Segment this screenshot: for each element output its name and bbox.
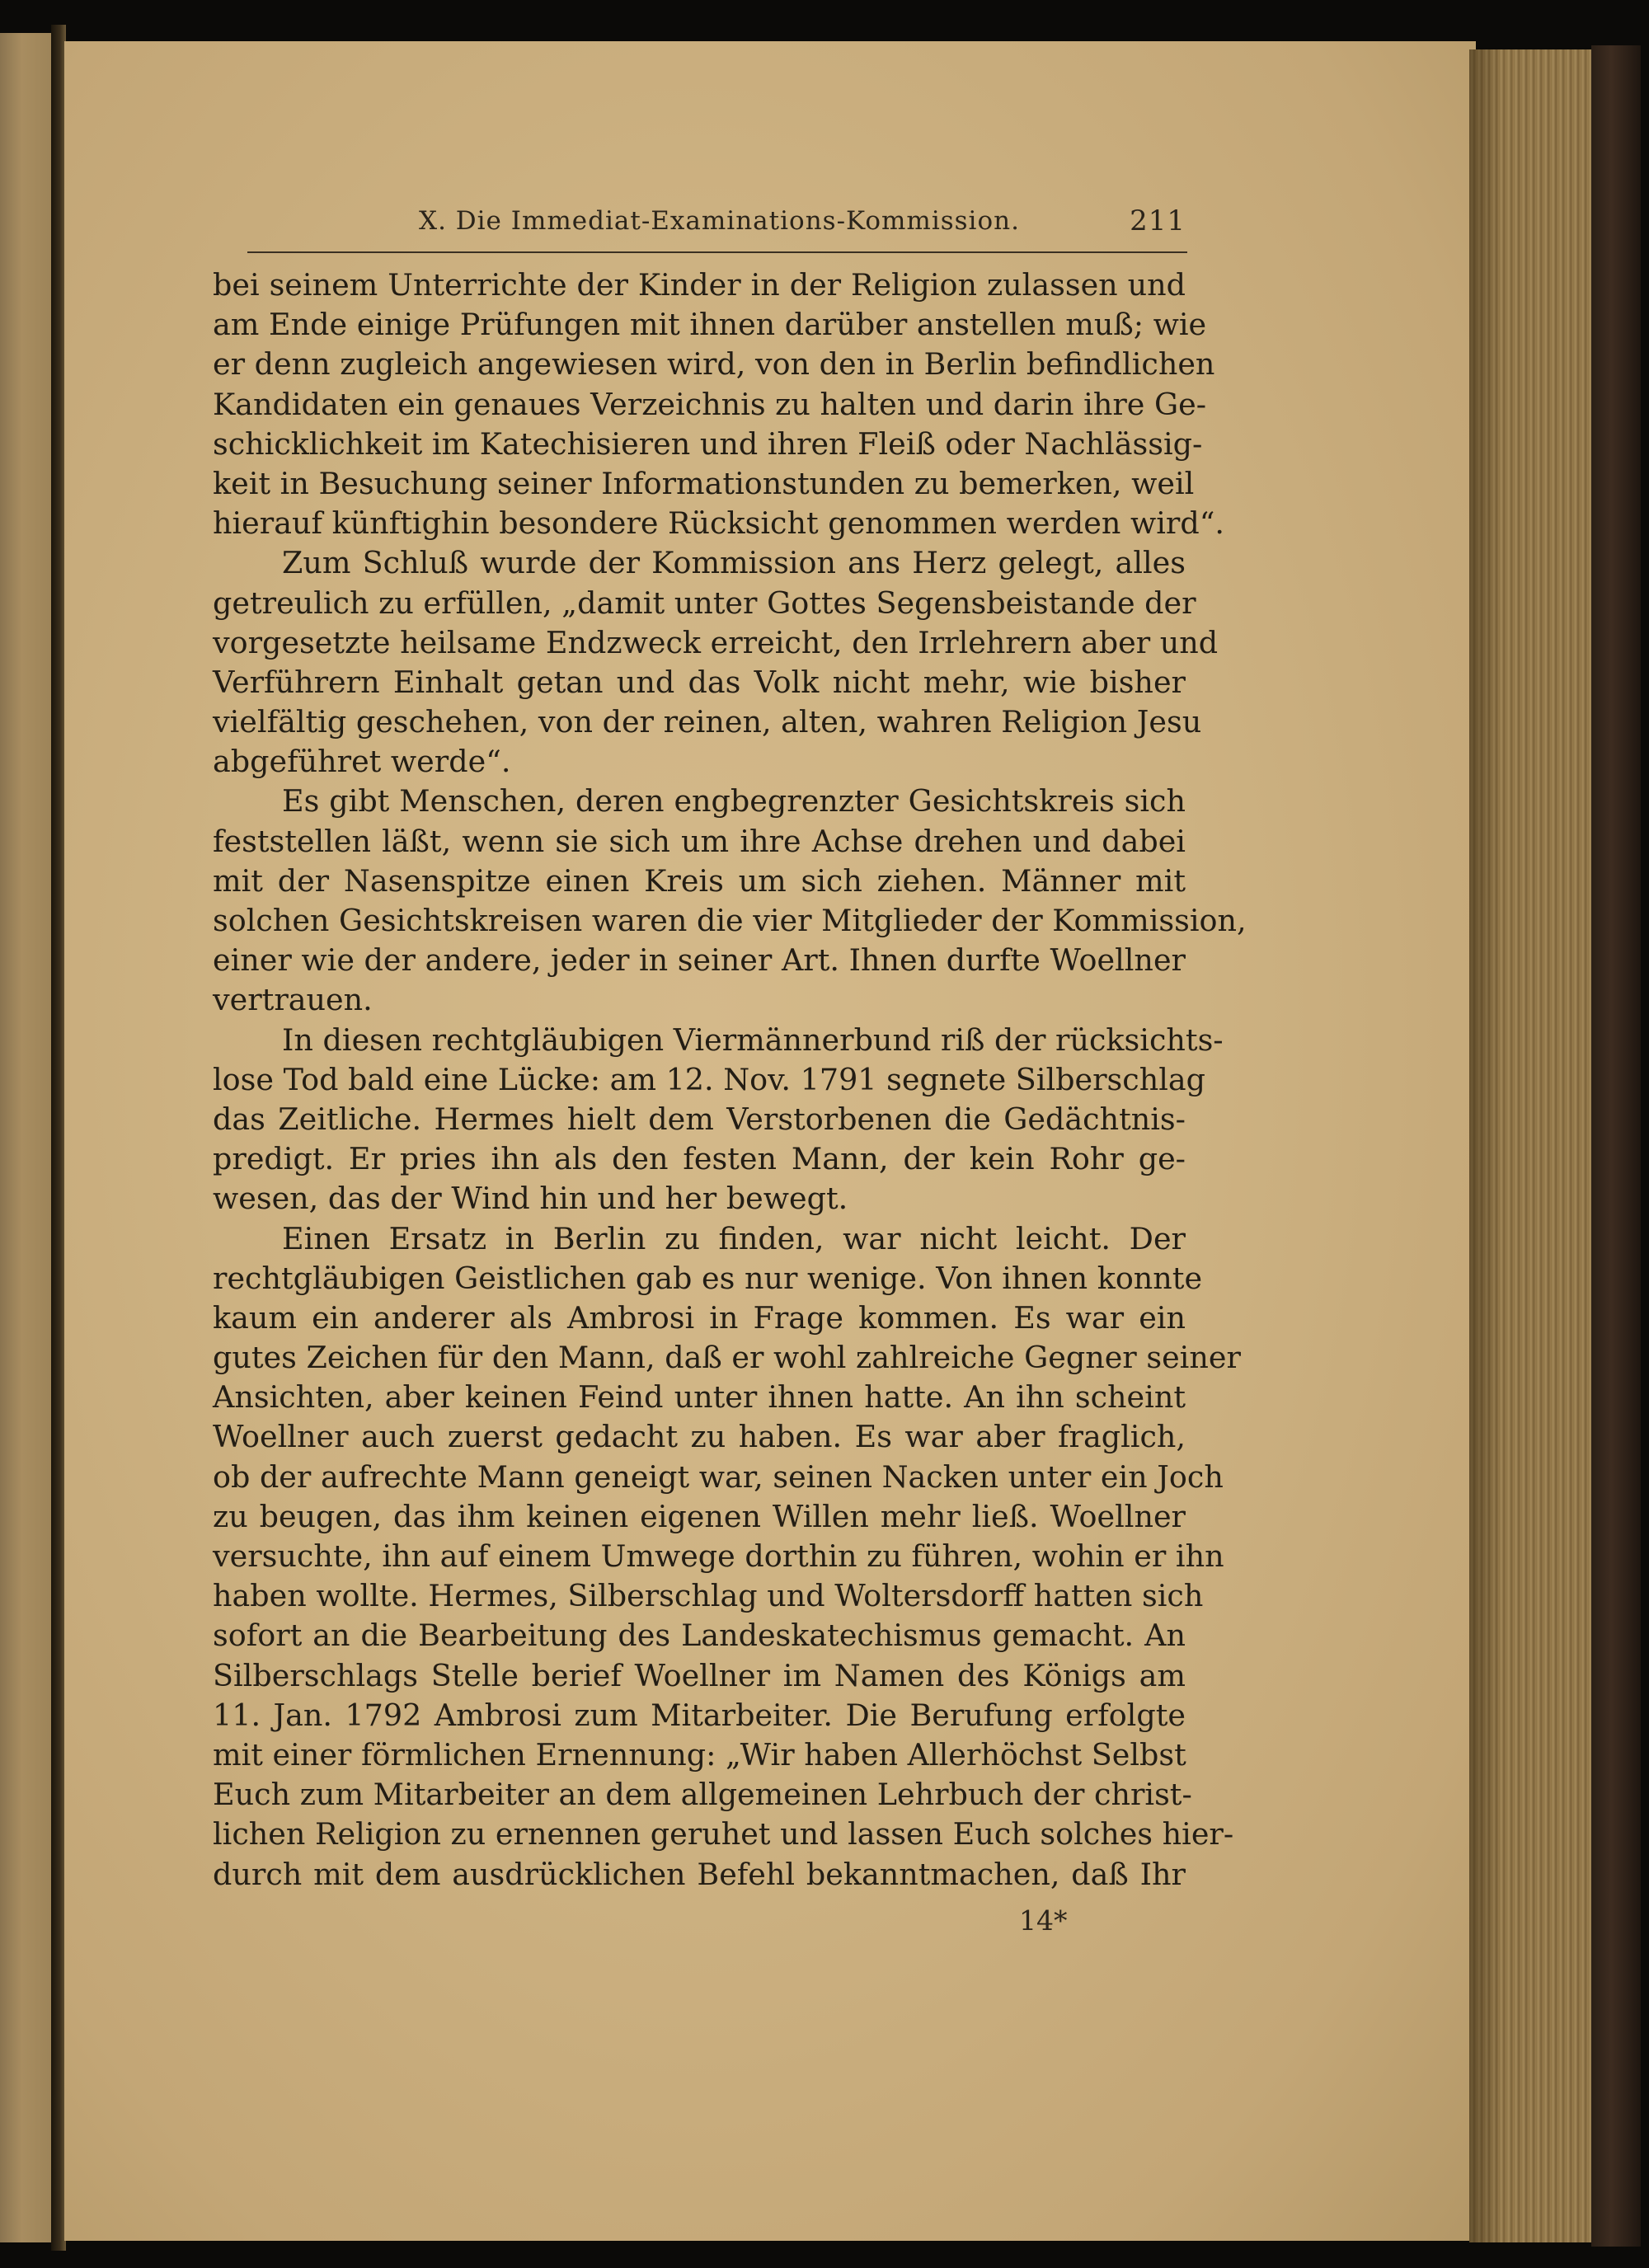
text-line: sofort an die Bearbeitung des Landeskatechismus gemacht. An [213,1618,1186,1654]
text-line: Kandidaten ein genaues Verzeichnis zu halten und darin ihre Ge- [213,386,1207,422]
page-header [213,198,1186,247]
body-text [213,265,1247,1895]
text-line: predigt. Er pries ihn als den festen Mann, der kein Rohr ge- [213,1141,1186,1177]
text-line: gutes Zeichen für den Mann, daß er wohl zahlreiche Gegner seiner [213,1340,1241,1376]
text-line: getreulich zu erfüllen, „damit unter Gottes Segensbeistande der [213,585,1196,621]
running-head: X. Die Immediat-Examinations-Kommission. [419,206,1020,236]
text-line: durch mit dem ausdrücklichen Befehl bekanntmachen, daß Ihr [213,1856,1186,1892]
text-line: mit der Nasenspitze einen Kreis um sich ziehen. Männer mit [213,862,1186,899]
text-line: In diesen rechtgläubigen Viermännerbund riß der rücksichts- [282,1021,1224,1058]
text-line: Verführern Einhalt getan und das Volk nicht mehr, wie bisher [213,664,1186,700]
text-line: Ansichten, aber keinen Feind unter ihnen hatte. An ihn scheint [213,1379,1186,1416]
text-line: er denn zugleich angewiesen wird, von den in Berlin befindlichen [213,346,1215,383]
text-line: Einen Ersatz in Berlin zu finden, war nicht leicht. Der [282,1220,1186,1256]
text-line: 11. Jan. 1792 Ambrosi zum Mitarbeiter. Die Berufung erfolgte [213,1697,1186,1733]
text-line: feststellen läßt, wenn sie sich um ihre Achse drehen und dabei [213,823,1186,859]
text-line: abgeführet werde“. [213,744,511,780]
text-line: haben wollte. Hermes, Silberschlag und Woltersdorff hatten sich [213,1578,1204,1614]
text-line: mit einer förmlichen Ernennung: „Wir haben Allerhöchst Selbst [213,1736,1186,1773]
text-line: vertrauen. [213,982,373,1018]
book-cover-edge [1591,45,1641,2247]
text-line: bei seinem Unterrichte der Kinder in der Religion zulassen und [213,267,1186,303]
text-line: wesen, das der Wind hin und her bewegt. [213,1181,848,1217]
text-line: Woellner auch zuerst gedacht zu haben. Es war aber fraglich, [213,1419,1186,1455]
text-line: versuchte, ihn auf einem Umwege dorthin zu führen, wohin er ihn [213,1538,1224,1574]
text-line: kaum ein anderer als Ambrosi in Frage kommen. Es war ein [213,1299,1186,1336]
left-facing-page-edge [0,33,54,2242]
text-line: vielfältig geschehen, von der reinen, alten, wahren Religion Jesu [213,704,1202,740]
header-rule [247,251,1187,253]
text-line: lose Tod bald eine Lücke: am 12. Nov. 1791 segnete Silberschlag [213,1061,1206,1097]
text-line: Silberschlags Stelle berief Woellner im Namen des Königs am [213,1657,1186,1693]
page-number: 211 [1130,204,1186,237]
text-line: Zum Schluß wurde der Kommission ans Herz gelegt, alles [282,545,1186,581]
text-line: das Zeitliche. Hermes hielt dem Verstorbenen die Gedächtnis- [213,1101,1186,1137]
text-line: rechtgläubigen Geistlichen gab es nur wenige. Von ihnen konnte [213,1260,1203,1296]
text-line: ob der aufrechte Mann geneigt war, seinen Nacken unter ein Joch [213,1458,1224,1495]
text-line: Euch zum Mitarbeiter an dem allgemeinen Lehrbuch der christ- [213,1777,1192,1813]
text-line: Es gibt Menschen, deren engbegrenzter Gesichtskreis sich [282,783,1186,819]
text-line: einer wie der andere, jeder in seiner Art. Ihnen durfte Woellner [213,942,1186,979]
fore-edge-shadow [1469,49,1502,2242]
text-line: zu beugen, das ihm keinen eigenen Willen mehr ließ. Woellner [213,1498,1186,1534]
text-line: am Ende einige Prüfungen mit ihnen darüber anstellen muß; wie [213,307,1207,343]
text-line: lichen Religion zu ernennen geruhet und lassen Euch solches hier- [213,1816,1234,1852]
text-line: solchen Gesichtskreisen waren die vier Mitglieder der Kommission, [213,903,1247,938]
text-line: vorgesetzte heilsame Endzweck erreicht, den Irrlehrern aber und [213,624,1219,660]
signature-mark: 14* [1019,1904,1068,1937]
text-line: hierauf künftighin besondere Rücksicht genommen werden wird“. [213,505,1224,542]
text-line: keit in Besuchung seiner Informationstunden zu bemerken, weil [213,465,1195,501]
text-line: schicklichkeit im Katechisieren und ihren Fleiß oder Nachlässig- [213,425,1203,462]
